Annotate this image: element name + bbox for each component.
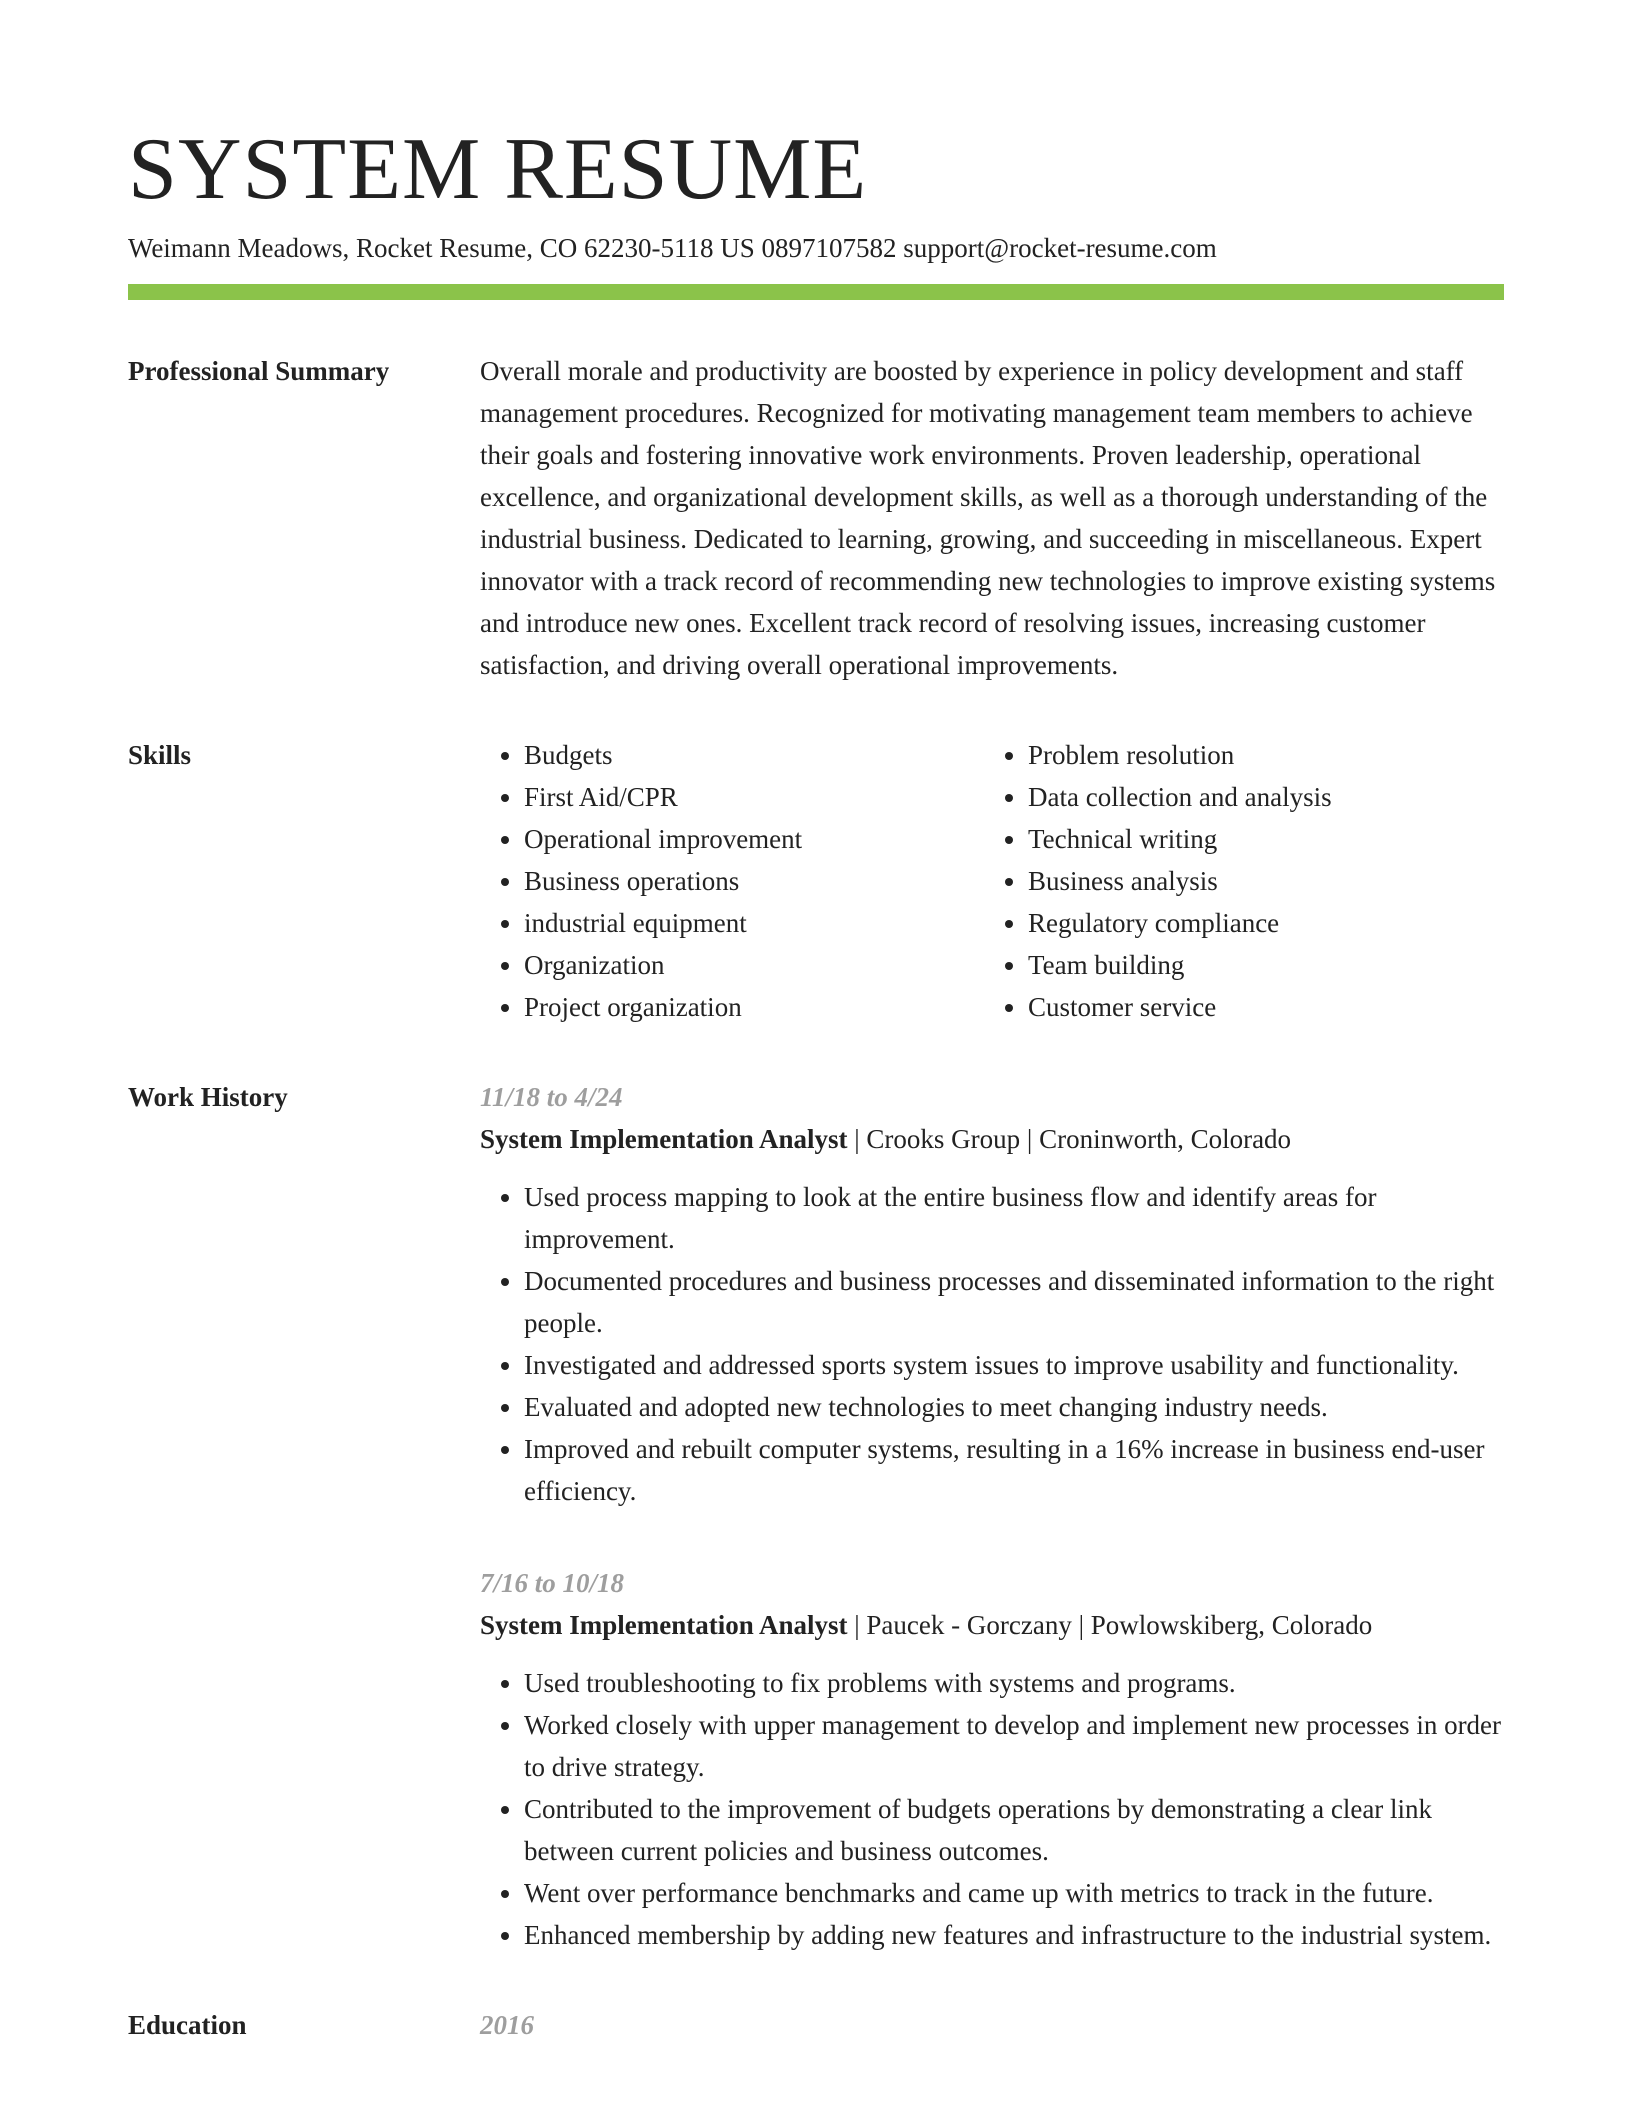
job-bullet: • Improved and rebuilt computer systems, resulting in a 16% increase in business end-user efficiency. (524, 1428, 1504, 1512)
job-entry (480, 1076, 1504, 1512)
job-title: System Implementation Analyst (480, 1124, 848, 1154)
accent-divider (128, 284, 1504, 300)
job-bullet: • Enhanced membership by adding new features and infrastructure to the industrial system. (524, 1914, 1504, 1956)
job-bullet: • Went over performance benchmarks and came up with metrics to track in the future. (524, 1872, 1504, 1914)
job-title: System Implementation Analyst (480, 1610, 848, 1640)
job-bullets (480, 1176, 1504, 1512)
job-bullet: • Used process mapping to look at the entire business flow and identify areas for improvement. (524, 1176, 1504, 1260)
job-bullet: • Investigated and addressed sports system issues to improve usability and functionality. (524, 1344, 1504, 1386)
job-bullet: • Documented procedures and business processes and disseminated information to the right people. (524, 1260, 1504, 1344)
summary-text: Overall morale and productivity are boosted by experience in policy development and staff management procedures. Recognized for motivating management team members to achieve their goals and fostering innovative work environments. Proven leadership, operational excellence, and organizational development skills, as well as a thorough understanding of the industrial business. Dedicated to learning, growing, and succeeding in miscellaneous. Expert innovator with a track record of recommending new technologies to improve existing systems and introduce new ones. Excellent track record of resolving issues, increasing customer satisfaction, and driving overall operational improvements. (480, 356, 1496, 680)
education-dates: 2016 (480, 2010, 534, 2040)
contact-line: Weimann Meadows, Rocket Resume, CO 62230-5118 US 0897107582 support@rocket-resume.com (128, 233, 1217, 263)
job-details: | Paucek - Gorczany | Powlowskiberg, Colorado (847, 1610, 1373, 1640)
job-entry (480, 1562, 1504, 1956)
skill-item: • Problem resolution (1028, 734, 1488, 776)
education-heading: Education (128, 2010, 247, 2040)
skill-item: • Regulatory compliance (1028, 902, 1488, 944)
skill-item: • Technical writing (1028, 818, 1488, 860)
skill-item: • First Aid/CPR (524, 776, 984, 818)
skills-heading: Skills (128, 740, 192, 770)
job-dates: 7/16 to 10/18 (480, 1568, 625, 1598)
skill-item: • Customer service (1028, 986, 1488, 1028)
skill-item: • Budgets (524, 734, 984, 776)
skills-list-right (984, 734, 1488, 1028)
work-history-heading: Work History (128, 1082, 288, 1112)
skill-item: • Business analysis (1028, 860, 1488, 902)
summary-heading: Professional Summary (128, 356, 390, 386)
job-bullets (480, 1662, 1504, 1956)
skill-item: • industrial equipment (524, 902, 984, 944)
job-bullet: • Evaluated and adopted new technologies to meet changing industry needs. (524, 1386, 1504, 1428)
resume-page (128, 120, 1504, 2046)
summary-section (128, 350, 1504, 686)
education-section (128, 2004, 1504, 2046)
skill-item: • Operational improvement (524, 818, 984, 860)
skills-list-left (480, 734, 984, 1028)
job-bullet: • Contributed to the improvement of budgets operations by demonstrating a clear link between current policies and business outcomes. (524, 1788, 1504, 1872)
resume-name: SYSTEM RESUME (128, 121, 868, 218)
skill-item: • Business operations (524, 860, 984, 902)
skill-item: • Project organization (524, 986, 984, 1028)
job-dates: 11/18 to 4/24 (480, 1082, 623, 1112)
job-bullet: • Used troubleshooting to fix problems with systems and programs. (524, 1662, 1504, 1704)
skill-item: • Team building (1028, 944, 1488, 986)
job-heading (480, 1118, 1504, 1160)
work-history-section (128, 1076, 1504, 1956)
skill-item: • Data collection and analysis (1028, 776, 1488, 818)
job-details: | Crooks Group | Croninworth, Colorado (847, 1124, 1292, 1154)
skills-section (128, 734, 1504, 1028)
job-heading (480, 1604, 1504, 1646)
skill-item: • Organization (524, 944, 984, 986)
job-bullet: • Worked closely with upper management to develop and implement new processes in order to drive strategy. (524, 1704, 1504, 1788)
